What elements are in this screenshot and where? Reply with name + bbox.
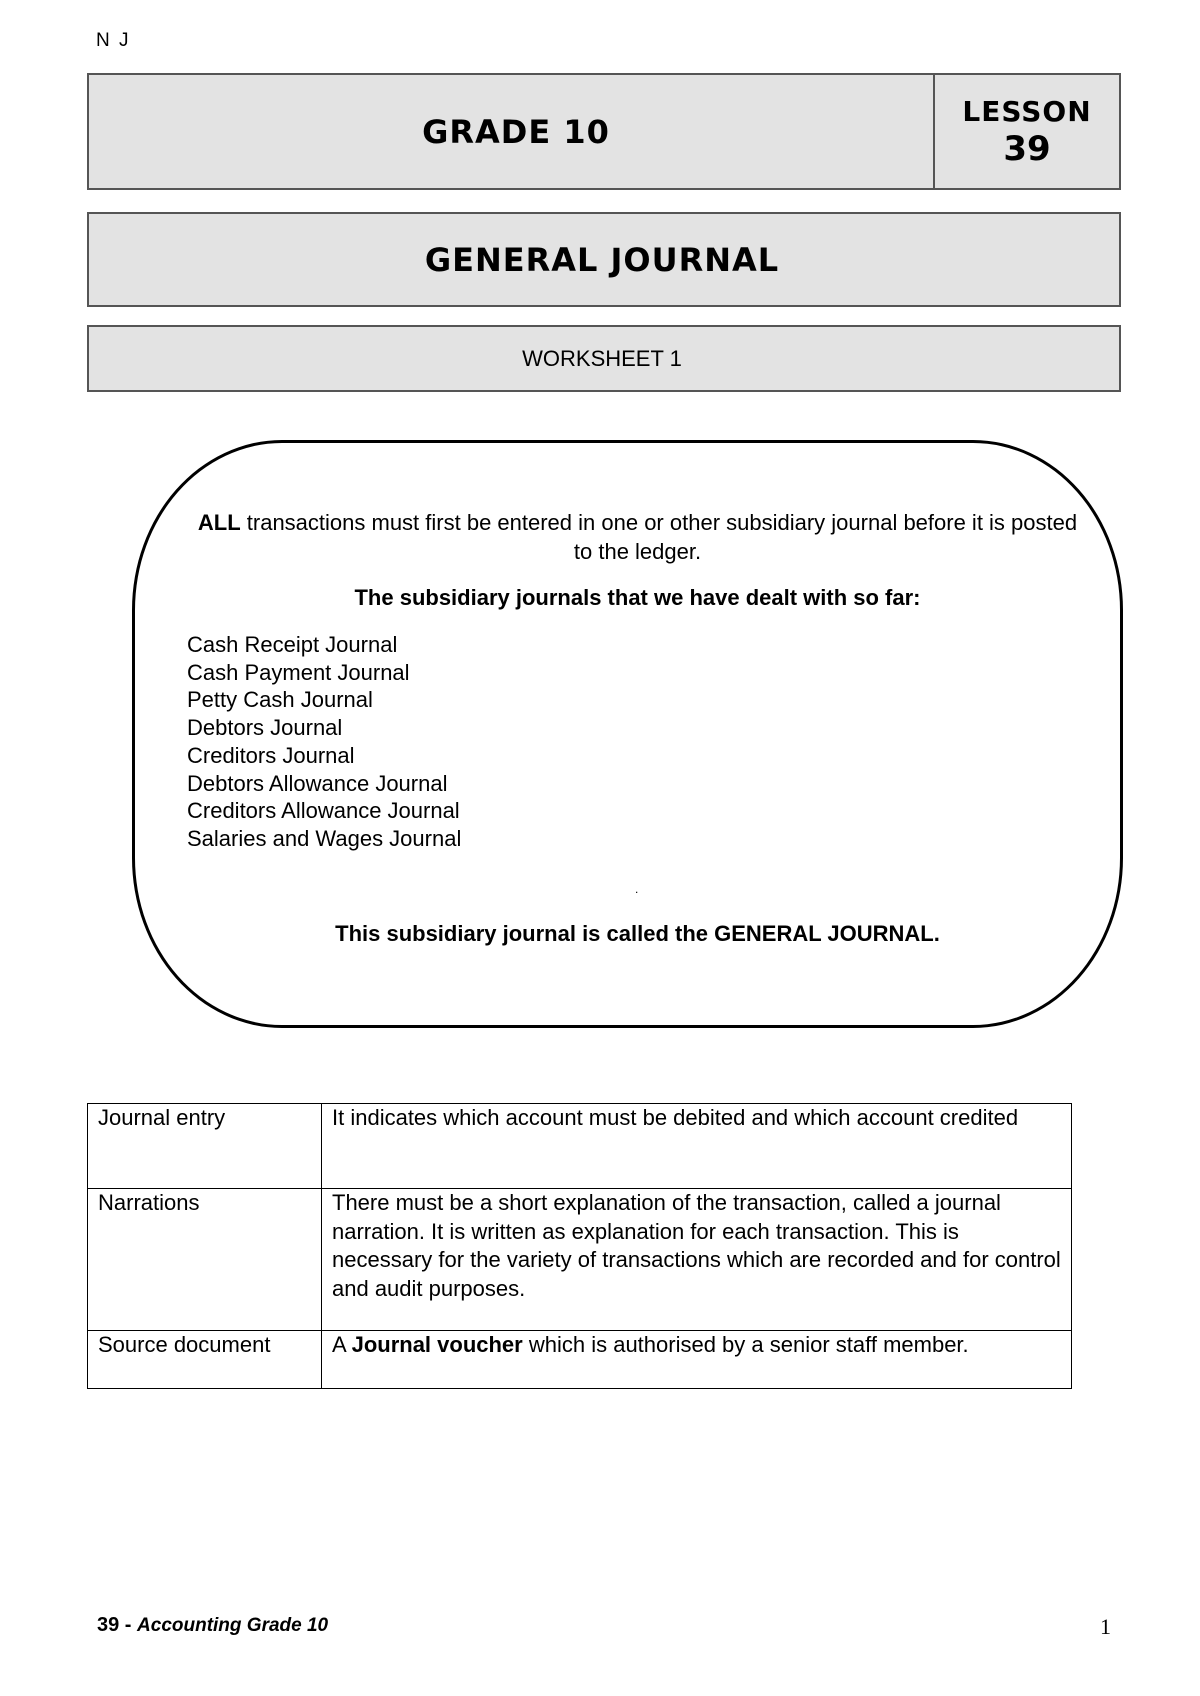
list-item: Creditors Journal [187,742,355,768]
term-cell: Journal entry [88,1104,322,1189]
worksheet-header-box [87,325,1121,392]
callout-subheading: The subsidiary journals that we have dealt with so far: [354,585,921,610]
topic-title: GENERAL JOURNAL [424,240,780,279]
list-item: Salaries and Wages Journal [187,825,462,851]
footer-lesson: 39 [97,1614,120,1636]
journal-list [187,631,461,853]
description-cell: It indicates which account must be debited and which account credited [322,1104,1072,1189]
table-row [88,1189,1072,1331]
term-cell: Source document [88,1331,322,1389]
page-number: 1 [1100,1614,1111,1639]
worksheet-label: WORKSHEET 1 [522,345,682,371]
lesson-cell [933,75,1119,188]
subsidiary-journals-callout [132,440,1123,1028]
footer-separator: - [119,1614,138,1636]
grade-title: GRADE 10 [422,112,610,151]
list-item: Debtors Allowance Journal [187,770,448,796]
stray-dot: . [635,882,639,896]
list-item: Creditors Allowance Journal [187,798,460,824]
table-row [88,1104,1072,1189]
lesson-number: 39 [1003,128,1051,169]
footer-course-ref [97,1614,328,1637]
intro-text: transactions must first be entered in one or other subsidiary journal before it is posted to the ledger. [240,510,1078,564]
term-cell: Narrations [88,1189,322,1331]
callout-intro [195,508,1080,566]
list-item: Cash Payment Journal [187,659,410,685]
topic-header-box [87,212,1121,307]
table-row [88,1331,1072,1389]
list-item: Cash Receipt Journal [187,632,398,657]
list-item: Debtors Journal [187,715,343,741]
author-initials: N J [96,30,131,51]
desc-bold: Journal voucher [351,1332,523,1357]
lesson-label: LESSON [962,94,1092,128]
list-item: Petty Cash Journal [187,687,373,713]
description-cell: There must be a short explanation of the transaction, called a journal narration. It is written as explanation for each transaction. This is necessary for the variety of transactions which are recorded and for control and audit purposes. [322,1189,1072,1331]
grade-cell [89,75,933,188]
grade-header-box [87,73,1121,190]
desc-pre: A [332,1332,352,1357]
intro-bold: ALL [197,510,241,535]
desc-post: which is authorised by a senior staff member. [522,1332,969,1357]
footer-course: Accounting Grade 10 [137,1615,329,1636]
callout-conclusion: This subsidiary journal is called the GENERAL JOURNAL. [335,921,940,946]
definitions-table [87,1103,1072,1389]
description-cell [322,1331,1072,1389]
